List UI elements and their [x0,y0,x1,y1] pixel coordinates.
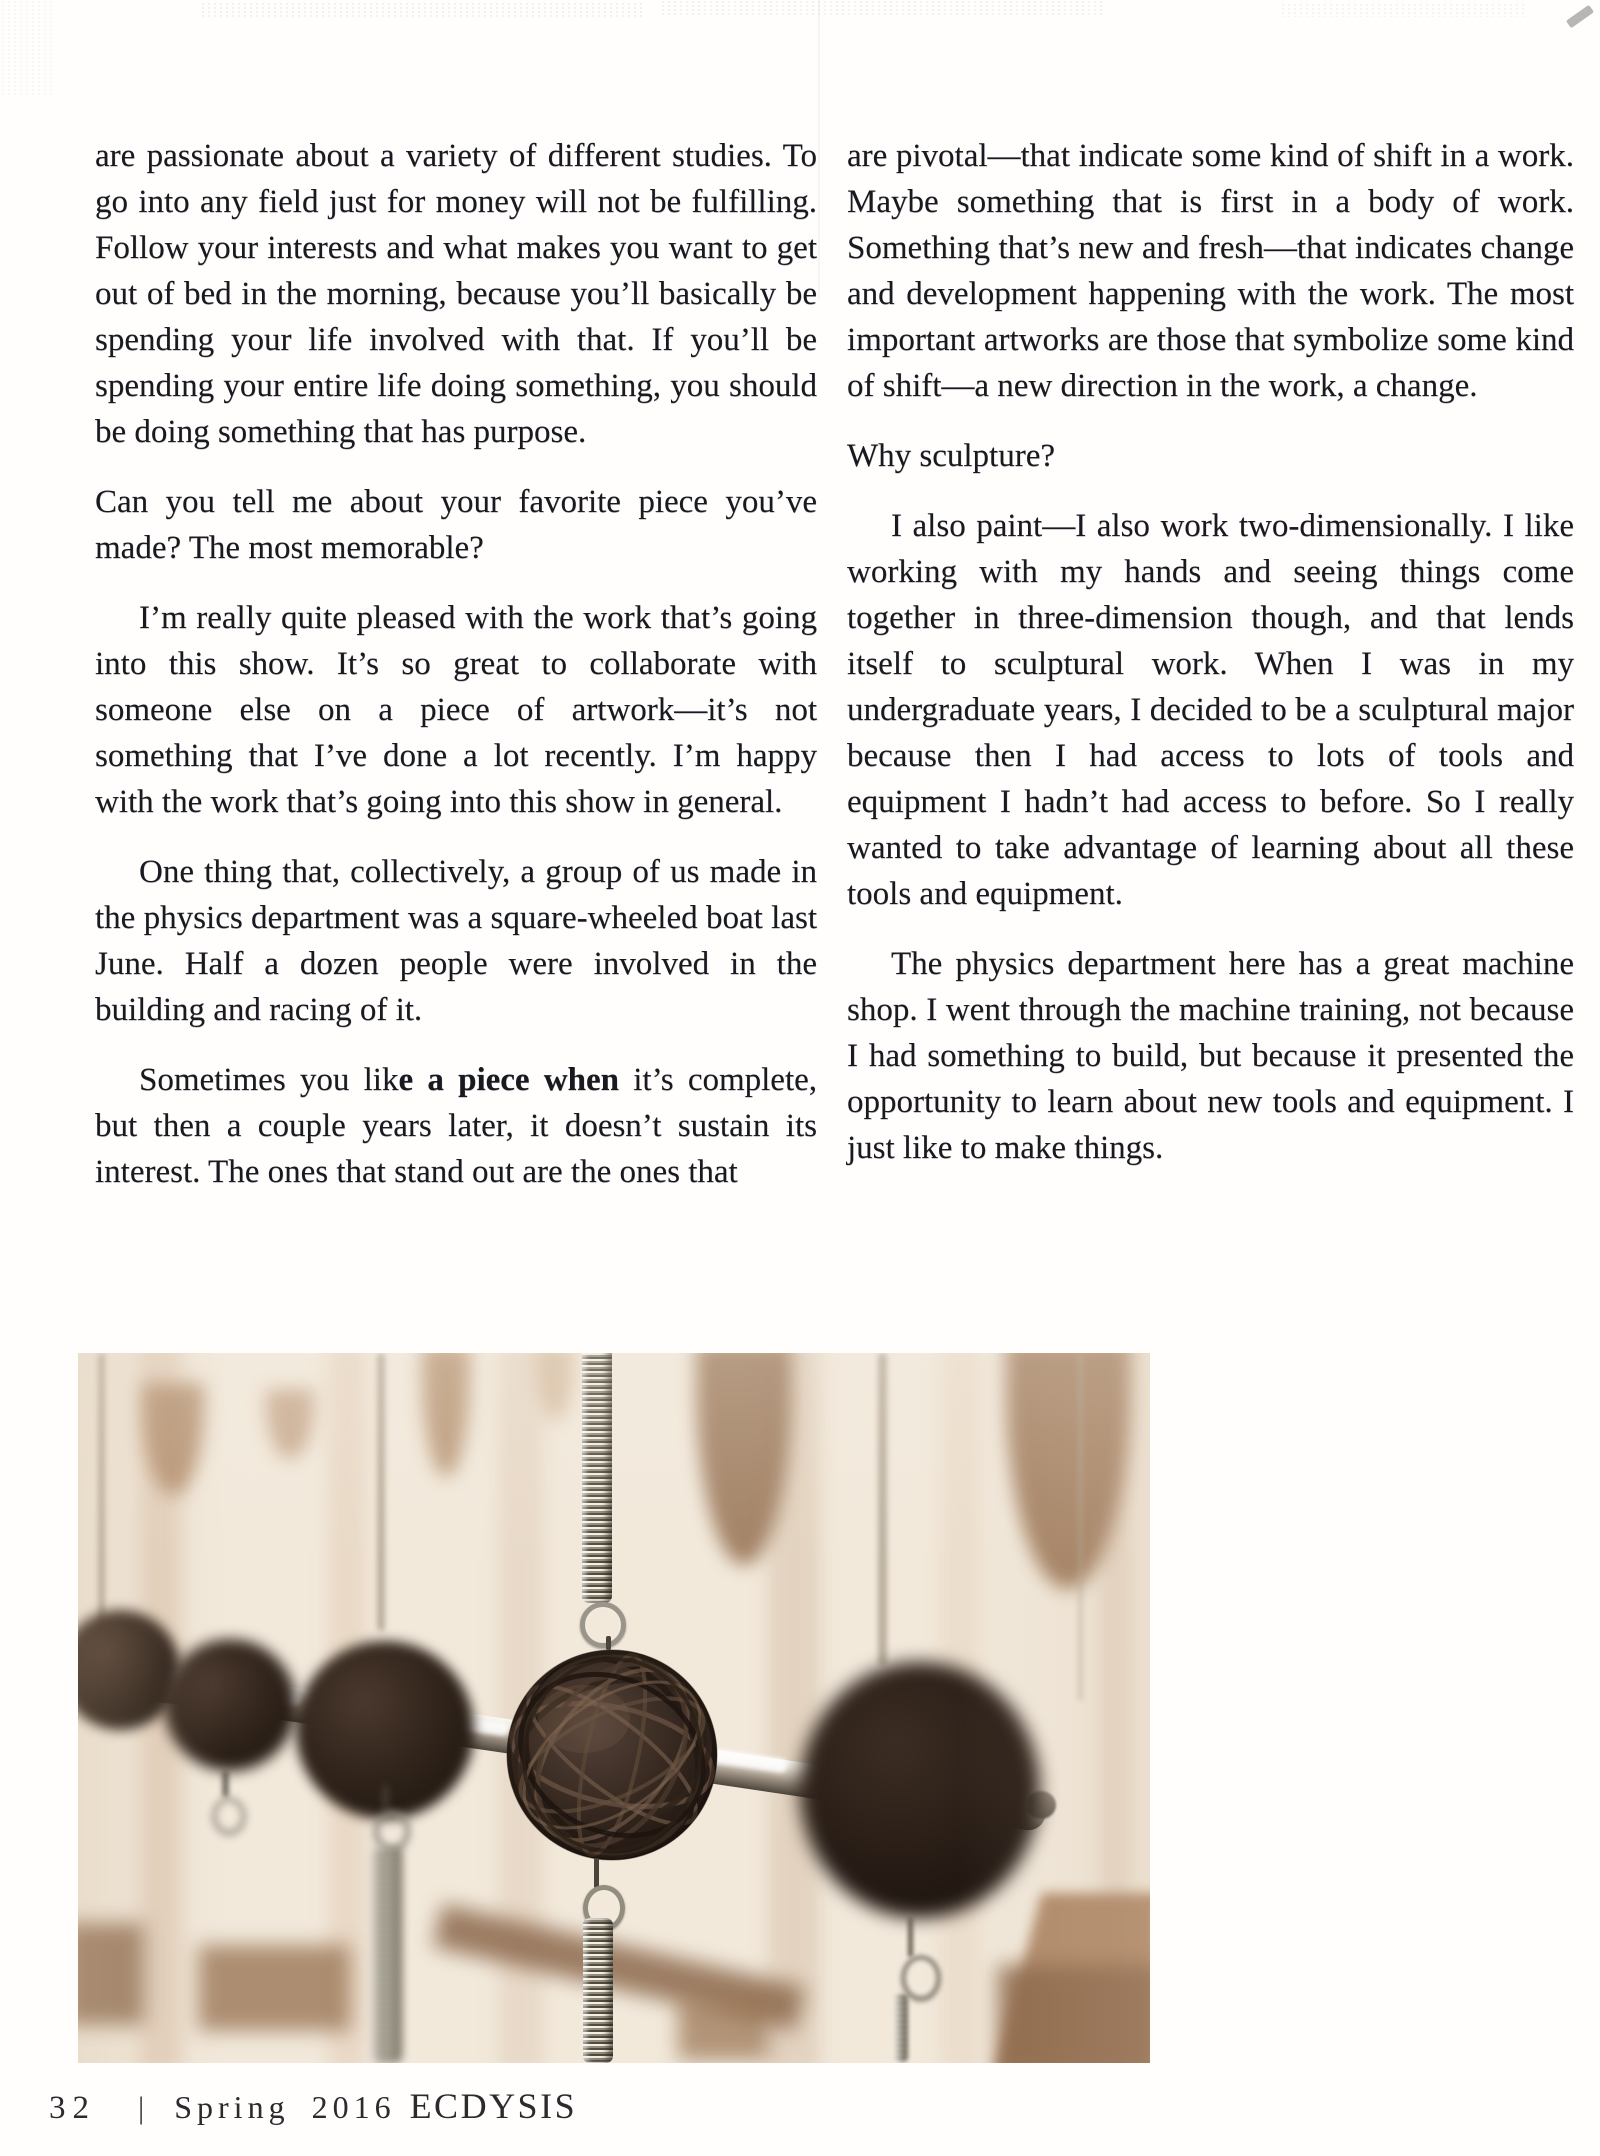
paragraph: I’m really quite pleased with the work that’s going into this show. It’s so great to collaborate with someone else on a piece of artwork—it’s not something that I’ve done a lot recently. I’m happy with the work that’s going into this show in general. [95,600,817,820]
paragraph: Why sculpture? [847,438,1056,474]
paragraph: Can you tell me about your favorite piece you’ve made? The most memorable? [95,484,817,566]
text-column-left [95,133,817,1219]
artwork-photo [78,1353,1150,2063]
paragraph: Sometimes you like a piece when it’s complete, but then a couple years later, it doesn’t sustain its interest. The ones that stand out are the ones that [95,1062,818,1190]
paragraph: The physics department here has a great machine shop. I went through the machine training, not because I had something to build, but because it presented the opportunity to learn about new tools and equipment. I just like to make things. [847,946,1574,1166]
issue-label: Spring 2016 [174,2089,396,2125]
page-footer [49,2085,577,2127]
page-number: 32 [49,2090,96,2126]
scan-crease-line [818,0,820,300]
scan-noise-band [200,2,645,19]
paragraph: are pivotal—that indicate some kind of shift in a work. Maybe something that is first in a body of work. Something that’s new and fresh—that indicates change and development happening with the work. The most important artworks are those that symbolize some kind of shift—a new direction in the work, a change. [847,138,1574,404]
paragraph: are passionate about a variety of different studies. To go into any field just for money will not be fulfilling. Follow your interests and what makes you want to get out of bed in the morning, because you’ll basically be spending your life involved with that. If you’ll be spending your entire life doing something, you should be doing something that has purpose. [95,138,817,450]
paragraph: One thing that, collectively, a group of us made in the physics department was a square-wheeled boat last June. Half a dozen people were involved in the building and racing of it. [95,854,817,1028]
scan-noise-band [1280,3,1525,17]
scan-noise-band [0,0,55,95]
text-column-right [847,133,1574,1195]
paragraph: I also paint—I also work two-dimensionally. I like working with my hands and seeing things come together in three-dimension though, and that lends itself to sculptural work. When I was in my undergraduate years, I decided to be a sculptural major because then I had access to lots of tools and equipment I hadn’t had access to before. So I really wanted to take advantage of learning about all these tools and equipment. [847,508,1574,912]
photo-color-cast [78,1353,1150,2063]
footer-separator: | [138,2090,145,2125]
magazine-title: ECDYSIS [409,2086,578,2126]
scan-corner-mark [1566,5,1594,28]
scan-noise-band [660,0,1105,15]
